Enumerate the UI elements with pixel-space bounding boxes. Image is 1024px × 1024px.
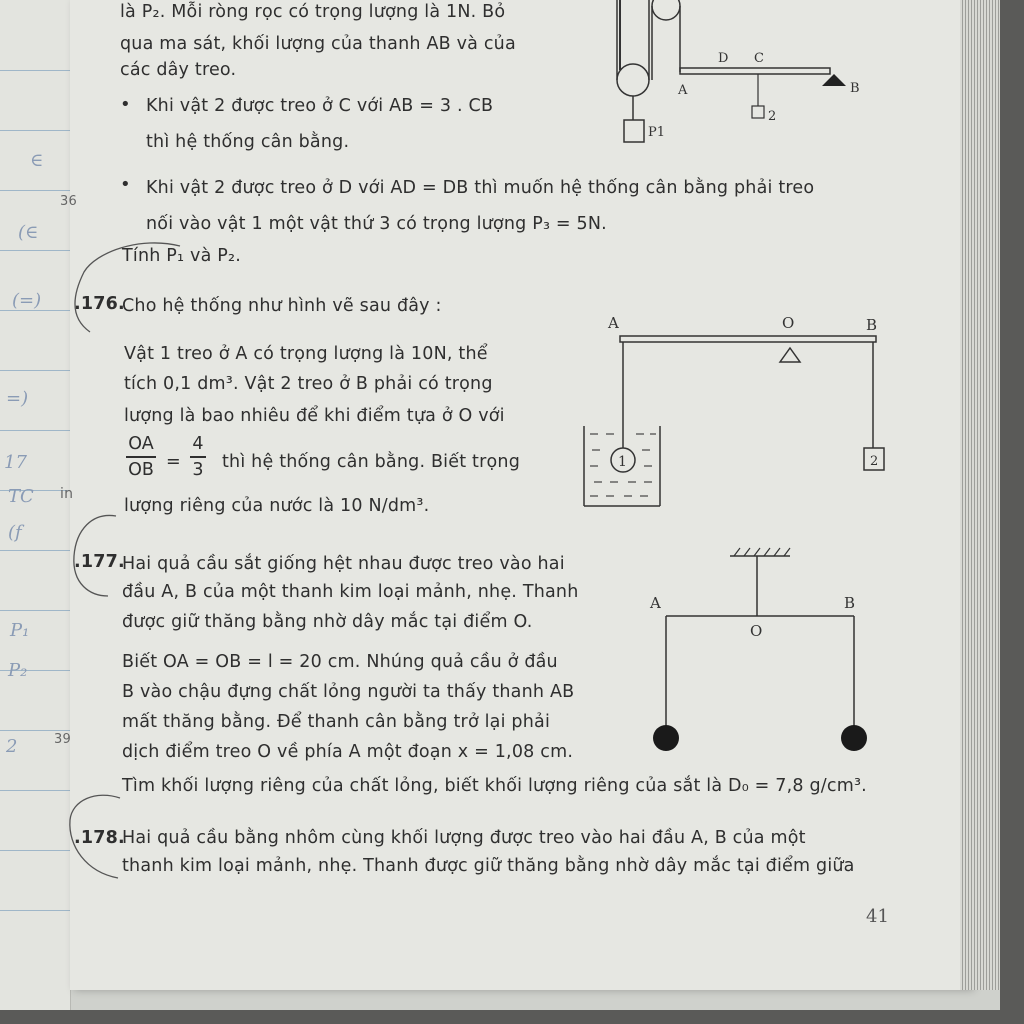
label-c: C: [754, 51, 764, 66]
text-line: thanh kim loại mảnh, nhẹ. Thanh được giữ thăng bằng nhờ dây mắc tại điểm giữa: [122, 856, 855, 876]
problem-number: .176.: [74, 294, 125, 314]
label-o: O: [750, 622, 763, 640]
label-b: B: [844, 594, 856, 612]
margin-note: P₁: [10, 620, 30, 641]
text-line: Tìm khối lượng riêng của chất lỏng, biết khối lượng riêng của sắt là D₀ = 7,8 g/cm³.: [122, 776, 867, 796]
margin-note: (∈: [18, 222, 39, 243]
text-line: đầu A, B của một thanh kim loại mảnh, nhẹ. Thanh: [122, 582, 579, 602]
margin-note: ∈: [30, 150, 44, 171]
margin-note: (f: [8, 522, 22, 543]
label-a: A: [650, 594, 661, 612]
text-line: Hai quả cầu sắt giống hệt nhau được treo vào hai: [122, 554, 565, 574]
text-line: Tính P₁ và P₂.: [122, 246, 242, 266]
text-line: Biết OA = OB = l = 20 cm. Nhúng quả cầu ở đầu: [122, 652, 558, 672]
stray-mark: 39: [54, 732, 71, 747]
text-line: dịch điểm treo O về phía A một đoạn x = 1,08 cm.: [122, 742, 574, 762]
margin-note: (=): [12, 290, 42, 311]
problem-number: .177.: [74, 552, 125, 572]
text-line: B vào chậu đựng chất lỏng người ta thấy thanh AB: [122, 682, 575, 702]
label-1: 1: [618, 454, 627, 470]
equals-sign: =: [166, 452, 181, 472]
label-a: A: [608, 314, 619, 332]
text-line: thì hệ thống cân bằng. Biết trọng: [222, 452, 520, 472]
fraction-4-3: [190, 434, 206, 480]
text-line: tích 0,1 dm³. Vật 2 treo ở B phải có trọng: [124, 374, 493, 394]
problem-number: .178.: [74, 828, 125, 848]
label-2: 2: [768, 109, 777, 124]
notebook-margin: [0, 0, 74, 1010]
label-d: D: [718, 51, 729, 66]
fraction-numerator: OA: [128, 434, 154, 454]
stray-mark: in: [60, 486, 74, 502]
margin-note: 2: [6, 736, 18, 757]
text-line: Cho hệ thống như hình vẽ sau đây :: [122, 296, 442, 316]
label-o: O: [782, 314, 795, 332]
text-line: nối vào vật 1 một vật thứ 3 có trọng lượng P₃ = 5N.: [146, 214, 607, 234]
text-line: là P₂. Mỗi ròng rọc có trọng lượng là 1N. Bỏ: [120, 2, 506, 22]
page-edges: [960, 0, 1000, 990]
pulley-diagram: [600, 0, 900, 160]
text-line: mất thăng bằng. Để thanh cân bằng trở lại phải: [122, 712, 551, 732]
page-number: 41: [866, 906, 889, 927]
margin-note: P₂: [8, 660, 28, 681]
label-b: B: [866, 316, 878, 334]
text-line: Khi vật 2 được treo ở C với AB = 3 . CB: [146, 96, 494, 116]
bullet-icon: •: [120, 94, 131, 115]
text-line: Khi vật 2 được treo ở D với AD = DB thì muốn hệ thống cân bằng phải treo: [146, 178, 815, 198]
text-line: Hai quả cầu bằng nhôm cùng khối lượng được treo vào hai đầu A, B của một: [122, 828, 806, 848]
text-line: lượng là bao nhiêu để khi điểm tựa ở O với: [124, 406, 505, 426]
label-2: 2: [870, 454, 879, 469]
text-line: qua ma sát, khối lượng của thanh AB và của: [120, 34, 516, 54]
stray-mark: 36: [60, 194, 77, 209]
label-b: B: [850, 81, 860, 96]
label-a: A: [678, 83, 688, 98]
margin-note: TC: [8, 486, 34, 507]
text-line: lượng riêng của nước là 10 N/dm³.: [124, 496, 430, 516]
fraction-numerator: 4: [192, 434, 204, 454]
margin-note: =): [6, 388, 29, 409]
text-line: thì hệ thống cân bằng.: [146, 132, 350, 152]
bullet-icon: •: [120, 174, 131, 195]
lever-beaker-diagram: [580, 310, 900, 520]
text-line: các dây treo.: [120, 60, 237, 80]
fraction-denominator: 3: [192, 459, 204, 480]
fraction-oa-ob: [126, 434, 156, 480]
fraction-denominator: OB: [128, 459, 154, 480]
text-line: Vật 1 treo ở A có trọng lượng là 10N, thể: [124, 344, 488, 364]
hanging-spheres-diagram: [630, 540, 870, 770]
label-p1: P1: [648, 125, 666, 140]
text-line: được giữ thăng bằng nhờ dây mắc tại điểm O.: [122, 612, 533, 632]
margin-note: 17: [4, 452, 27, 473]
